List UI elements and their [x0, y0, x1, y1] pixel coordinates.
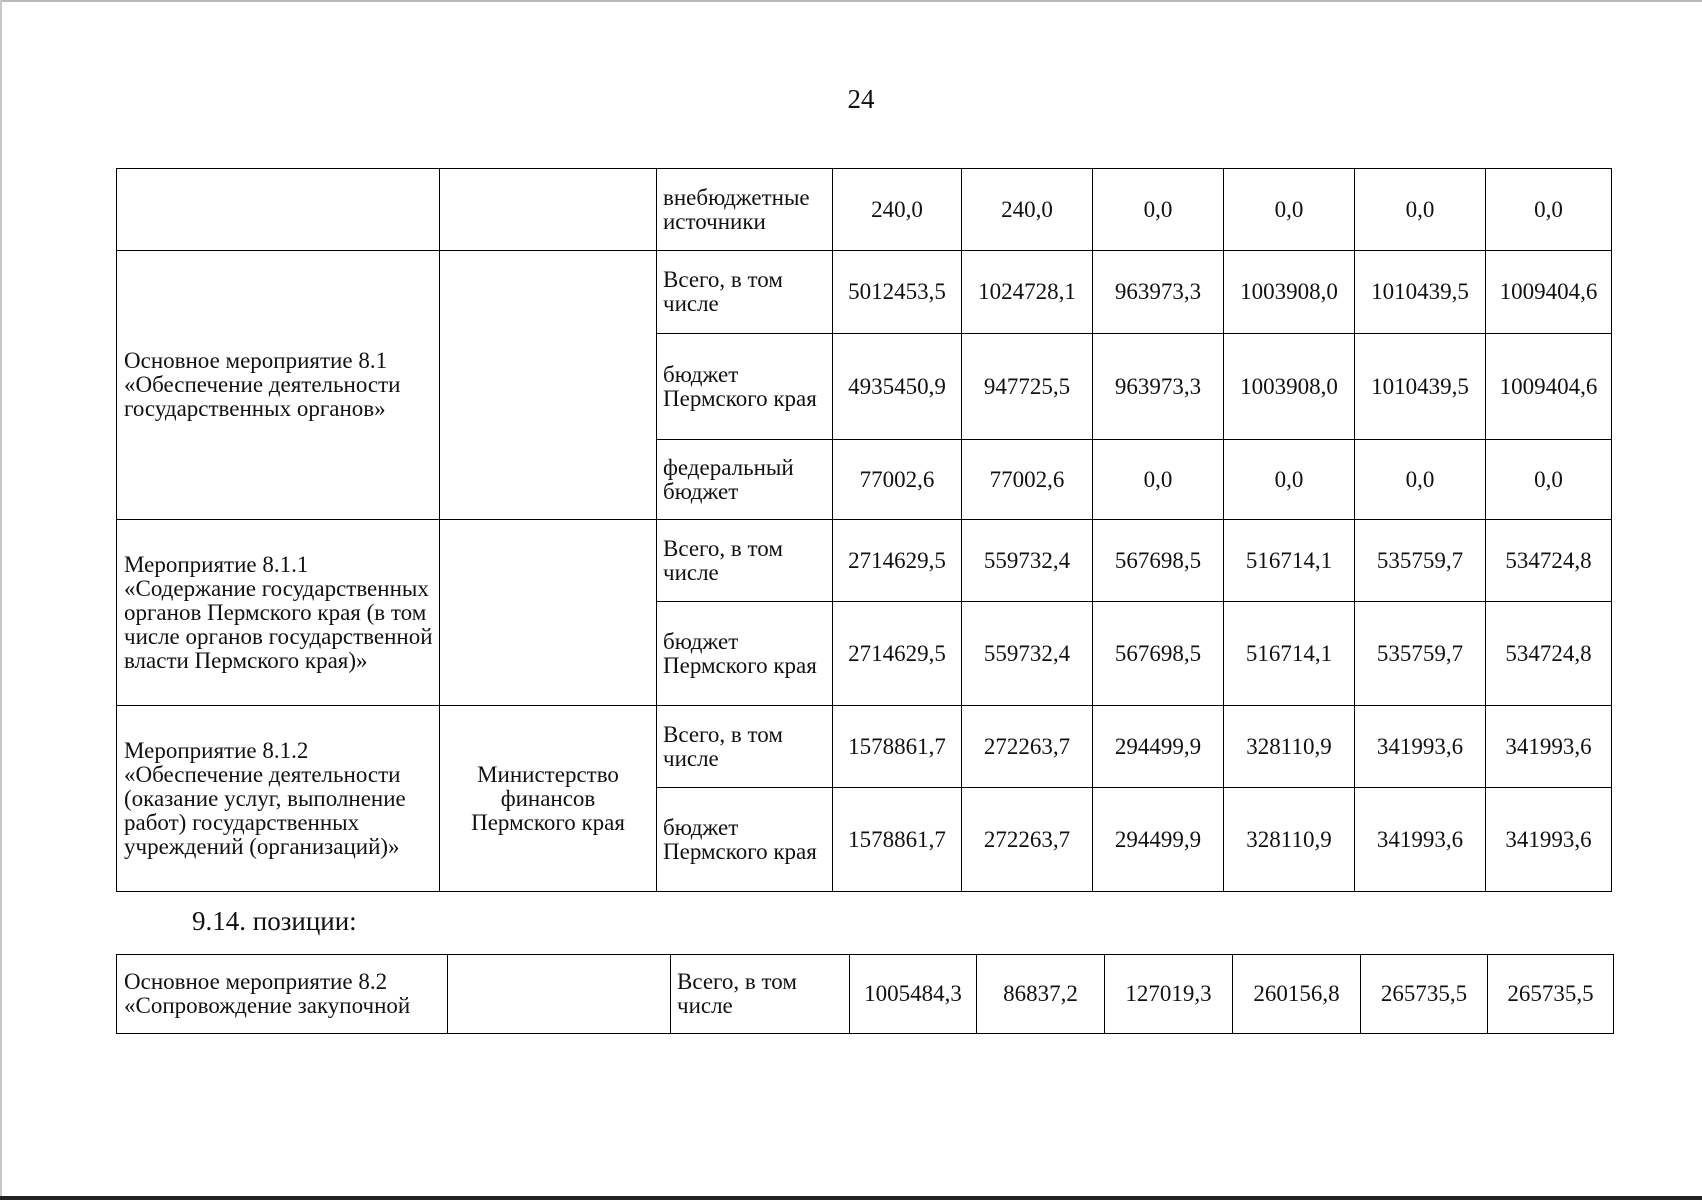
value-total: 1578861,7: [833, 788, 962, 892]
scan-edge-bottom: [0, 1196, 1702, 1200]
funding-source-cell: бюджет Пермского края: [657, 788, 833, 892]
value-year-2: 0,0: [1093, 440, 1224, 520]
value-year-4: 1010439,5: [1355, 251, 1486, 334]
table-row: [117, 706, 1612, 788]
value-year-4: 1010439,5: [1355, 334, 1486, 440]
value-year-2: 567698,5: [1093, 602, 1224, 706]
value-year-3: 328110,9: [1224, 706, 1355, 788]
value-total: 1578861,7: [833, 706, 962, 788]
funding-source-cell: Всего, в том числе: [657, 706, 833, 788]
value-year-3: 0,0: [1224, 440, 1355, 520]
value-year-4: 535759,7: [1355, 602, 1486, 706]
program-name-cell: Мероприятие 8.1.1 «Содержание государственных органов Пермского края (в том числе органов государственной власти Пермского края)»: [117, 520, 440, 706]
value-total: 5012453,5: [833, 251, 962, 334]
scan-edge-top: [0, 0, 1702, 2]
value-total: 4935450,9: [833, 334, 962, 440]
value-year-1: 559732,4: [962, 602, 1093, 706]
value-year-1: 240,0: [962, 169, 1093, 251]
program-name-cell: Основное мероприятие 8.2 «Сопровождение закупочной: [117, 955, 448, 1034]
page-number: 24: [847, 84, 875, 114]
value-year-1: 77002,6: [962, 440, 1093, 520]
value-year-3: 328110,9: [1224, 788, 1355, 892]
value-year-2: 294499,9: [1093, 706, 1224, 788]
value-year-3: 516714,1: [1224, 520, 1355, 602]
funding-source-cell: Всего, в том числе: [657, 251, 833, 334]
value-year-5: 534724,8: [1486, 602, 1612, 706]
value-year-5: 0,0: [1486, 169, 1612, 251]
budget-table: [116, 168, 1612, 892]
program-name-cell: Мероприятие 8.1.2 «Обеспечение деятельности (оказание услуг, выполнение работ) государственных учреждений (организаций)»: [117, 706, 440, 892]
table-row: [117, 520, 1612, 602]
value-year-4: 0,0: [1355, 169, 1486, 251]
funding-source-cell: Всего, в том числе: [671, 955, 850, 1034]
value-year-2: 0,0: [1093, 169, 1224, 251]
value-year-3: 1003908,0: [1224, 334, 1355, 440]
value-total: 2714629,5: [833, 520, 962, 602]
value-year-5: 341993,6: [1486, 706, 1612, 788]
value-total: 2714629,5: [833, 602, 962, 706]
value-total: 1005484,3: [850, 955, 977, 1034]
executor-cell: Министерство финансов Пермского края: [440, 706, 657, 892]
value-year-3: 516714,1: [1224, 602, 1355, 706]
value-total: 77002,6: [833, 440, 962, 520]
value-year-2: 127019,3: [1105, 955, 1233, 1034]
program-name-cell: [117, 169, 440, 251]
value-year-2: 294499,9: [1093, 788, 1224, 892]
funding-source-cell: бюджет Пермского края: [657, 334, 833, 440]
table-row: [117, 251, 1612, 334]
funding-source-cell: внебюджетные источники: [657, 169, 833, 251]
table-row: [117, 169, 1612, 251]
value-year-5: 1009404,6: [1486, 251, 1612, 334]
budget-table-continuation: [116, 954, 1614, 1034]
value-year-2: 963973,3: [1093, 334, 1224, 440]
section-label: 9.14. позиции:: [192, 906, 357, 936]
value-year-1: 272263,7: [962, 706, 1093, 788]
value-year-1: 272263,7: [962, 788, 1093, 892]
value-year-4: 0,0: [1355, 440, 1486, 520]
value-year-4: 535759,7: [1355, 520, 1486, 602]
value-total: 240,0: [833, 169, 962, 251]
funding-source-cell: Всего, в том числе: [657, 520, 833, 602]
value-year-4: 341993,6: [1355, 706, 1486, 788]
value-year-2: 963973,3: [1093, 251, 1224, 334]
executor-cell: [440, 169, 657, 251]
value-year-5: 341993,6: [1486, 788, 1612, 892]
value-year-3: 260156,8: [1233, 955, 1361, 1034]
value-year-3: 1003908,0: [1224, 251, 1355, 334]
executor-cell: [448, 955, 671, 1034]
program-name-cell: Основное мероприятие 8.1 «Обеспечение деятельности государственных органов»: [117, 251, 440, 520]
value-year-5: 265735,5: [1488, 955, 1614, 1034]
value-year-1: 86837,2: [977, 955, 1105, 1034]
value-year-4: 341993,6: [1355, 788, 1486, 892]
value-year-2: 567698,5: [1093, 520, 1224, 602]
executor-cell: [440, 251, 657, 520]
value-year-3: 0,0: [1224, 169, 1355, 251]
executor-cell: [440, 520, 657, 706]
value-year-1: 947725,5: [962, 334, 1093, 440]
value-year-5: 0,0: [1486, 440, 1612, 520]
value-year-1: 1024728,1: [962, 251, 1093, 334]
scan-edge-left: [0, 0, 2, 1200]
value-year-5: 1009404,6: [1486, 334, 1612, 440]
value-year-4: 265735,5: [1361, 955, 1488, 1034]
value-year-5: 534724,8: [1486, 520, 1612, 602]
table-row: [117, 955, 1614, 1034]
funding-source-cell: бюджет Пермского края: [657, 602, 833, 706]
value-year-1: 559732,4: [962, 520, 1093, 602]
funding-source-cell: федеральный бюджет: [657, 440, 833, 520]
